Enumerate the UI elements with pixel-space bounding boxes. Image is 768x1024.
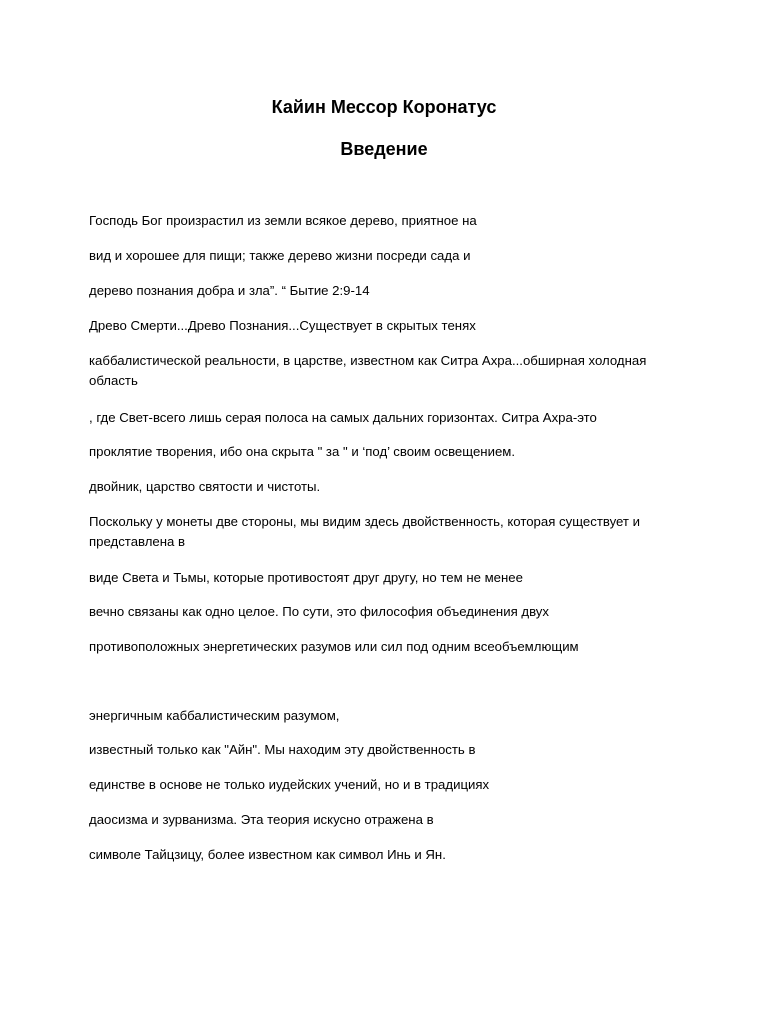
text-line: энергичным каббалистическим разумом,: [89, 708, 340, 723]
text-line: проклятие творения, ибо она скрыта " за " и ‘под’ своим освещением.: [89, 444, 516, 459]
document-title: Кайин Мессор Коронатус: [271, 97, 497, 117]
text-line: Господь Бог произрастил из земли всякое дерево, приятное на: [89, 213, 477, 228]
text-line: вид и хорошее для пищи; также дерево жизни посреди сада и: [89, 248, 471, 263]
text-line: известный только как "Айн". Мы находим эту двойственность в: [89, 742, 476, 757]
text-line: Древо Смерти...Древо Познания...Существует в скрытых тенях: [89, 318, 476, 333]
text-line: виде Света и Тьмы, которые противостоят друг другу, но тем не менее: [89, 570, 523, 585]
text-line: даосизма и зурванизма. Эта теория искусно отражена в: [89, 812, 434, 827]
text-line: вечно связаны как одно целое. По сути, это философия объединения двух: [89, 604, 549, 619]
text-line: единстве в основе не только иудейских учений, но и в традициях: [89, 777, 490, 792]
text-line: каббалистической реальности, в царстве, известном как Ситра Ахра...обширная холодная область: [89, 353, 647, 388]
text-line: противоположных энергетических разумов или сил под одним всеобъемлющим: [89, 639, 579, 654]
text-line: дерево познания добра и зла”. “ Бытие 2:9-14: [89, 283, 370, 298]
text-line: , где Свет-всего лишь серая полоса на самых дальних горизонтах. Ситра Ахра-это: [89, 410, 597, 425]
text-line: Поскольку у монеты две стороны, мы видим здесь двойственность, которая существует и представлена в: [89, 514, 641, 549]
text-line: двойник, царство святости и чистоты.: [89, 479, 321, 494]
text-line: символе Тайцзицу, более известном как символ Инь и Ян.: [89, 847, 446, 862]
document-subtitle: Введение: [340, 139, 428, 159]
